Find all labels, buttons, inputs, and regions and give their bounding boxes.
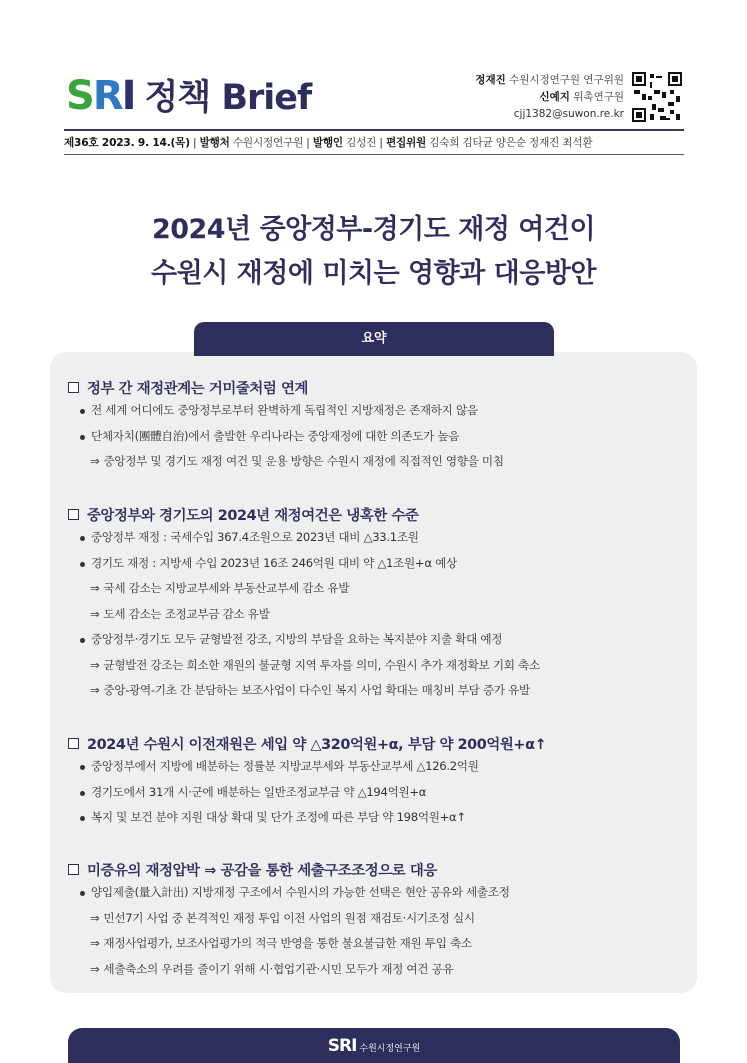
list-item: 복지 및 보건 분야 지원 대상 확대 및 단가 조정에 따른 부담 약 198억원+α↑ xyxy=(68,805,546,831)
summary-section-1 xyxy=(68,376,504,475)
qr-code-icon[interactable] xyxy=(632,72,682,122)
list-item: ⇒ 도세 감소는 조정교부금 감소 유발 xyxy=(90,606,270,621)
publication-line: 제36호 2023. 9. 14.(목) | 발행처 수원시정연구원 | 발행인 김성진 | 편집위원 김숙희 김타균 양은순 정재진 최석환 xyxy=(64,137,593,149)
section-heading: 미증유의 재정압박 ⇒ 공감을 통한 세출구조조정으로 대응 xyxy=(68,858,510,880)
section-heading: 정부 간 재정관계는 거미줄처럼 연계 xyxy=(68,376,504,398)
issuer-label: 발행인 xyxy=(312,137,343,149)
summary-section-3 xyxy=(68,732,546,831)
list-item: ⇒ 민선7기 사업 중 본격적인 재정 투입 이전 사업의 원점 재검토·시기조정 실시 xyxy=(90,910,475,925)
issue-info: 제36호 2023. 9. 14.(목) xyxy=(64,137,190,149)
arrow-icon: ⇒ xyxy=(90,961,100,976)
list-item: ⇒ 중앙정부 및 경기도 재정 여건 및 운용 방향은 수원시 재정에 직접적인 영향을 미침 xyxy=(90,454,504,468)
arrow-icon: ⇒ xyxy=(90,683,100,697)
editors-label: 편집위원 xyxy=(385,137,427,149)
list-item: 단체자치(團體自治)에서 출발한 우리나라는 중앙재정에 대한 의존도가 높음 xyxy=(68,424,504,450)
header-rule xyxy=(64,129,684,131)
author1-role: 수원시정연구원 연구위원 xyxy=(509,74,624,86)
header xyxy=(64,70,684,130)
list-item: 양입제출(量入計出) 지방재정 구조에서 수원시의 가능한 선택은 현안 공유와 세출조정 xyxy=(68,880,510,906)
section-heading: 중앙정부와 경기도의 2024년 재정여건은 냉혹한 수준 xyxy=(68,503,540,525)
arrow-icon: ⇒ xyxy=(90,936,100,950)
title-line-2: 수원시 재정에 미치는 영향과 대응방안 xyxy=(151,258,596,289)
arrow-icon: ⇒ xyxy=(90,657,100,672)
list-item: ⇒ 중앙-광역-기초 간 분담하는 보조사업이 다수인 복지 사업 확대는 매칭비 부담 증가 유발 xyxy=(90,683,530,697)
author-email[interactable]: cjj1382@suwon.re.kr xyxy=(513,108,624,120)
summary-section-4 xyxy=(68,858,510,982)
summary-section-2 xyxy=(68,503,540,704)
brief-title: 정책 Brief xyxy=(144,78,312,118)
arrow-icon: ⇒ xyxy=(90,606,100,621)
list-item: 중앙정부에서 지방에 배분하는 정률분 지방교부세와 부동산교부세 △126.2억원 xyxy=(68,754,546,780)
author-block xyxy=(475,72,624,123)
list-item: ⇒ 세출축소의 우려를 줄이기 위해 시·협업기관·시민 모두가 재정 여건 공유 xyxy=(90,961,454,976)
publisher: 수원시정연구원 xyxy=(232,137,304,149)
title-line-1: 2024년 중앙정부-경기도 재정 여건이 xyxy=(151,214,596,245)
checkbox-icon xyxy=(68,382,79,393)
author2-name: 신예지 xyxy=(539,91,570,103)
section-heading: 2024년 수원시 이전재원은 세입 약 △320억원+α, 부담 약 200억원+α↑ xyxy=(68,732,546,754)
list-item: 경기도에서 31개 시·군에 배분하는 일반조정교부금 약 △194억원+α xyxy=(68,780,546,806)
list-item: 경기도 재정 : 지방세 수입 2023년 16조 246억원 대비 약 △1조원+α 예상 xyxy=(68,551,540,577)
publication-rule xyxy=(64,154,684,155)
footer-org: 수원시정연구원 xyxy=(359,1044,421,1054)
list-item: 전 세계 어디에도 중앙정부로부터 완벽하게 독립적인 지방재정은 존재하지 않음 xyxy=(68,398,504,424)
brief-logo xyxy=(66,74,311,120)
list-item: ⇒ 균형발전 강조는 희소한 재원의 불균형 지역 투자를 의미, 수원시 추가 재정확보 기회 축소 xyxy=(90,657,540,672)
publisher-label: 발행처 xyxy=(199,137,230,149)
issuer: 김성진 xyxy=(346,137,377,149)
arrow-icon: ⇒ xyxy=(90,581,100,595)
page-title xyxy=(0,208,747,296)
list-item: 중앙정부 재정 : 국세수입 367.4조원으로 2023년 대비 △33.1조원 xyxy=(68,525,540,551)
checkbox-icon xyxy=(68,509,79,520)
checkbox-icon xyxy=(68,864,79,875)
checkbox-icon xyxy=(68,738,79,749)
arrow-icon: ⇒ xyxy=(90,910,100,925)
list-item: ⇒ 재정사업평가, 보조사업평가의 적극 반영을 통한 불요불급한 재원 투입 축소 xyxy=(90,936,472,950)
list-item: 중앙정부·경기도 모두 균형발전 강조, 지방의 부담을 요하는 복지분야 지출 확대 예정 xyxy=(68,627,540,653)
sri-logo-mark: SRI xyxy=(66,73,135,119)
footer-bar xyxy=(68,1028,680,1063)
arrow-icon: ⇒ xyxy=(90,454,100,468)
editors: 김숙희 김타균 양은순 정재진 최석환 xyxy=(429,137,593,149)
list-item: ⇒ 국세 감소는 지방교부세와 부동산교부세 감소 유발 xyxy=(90,581,350,595)
summary-tab: 요약 xyxy=(194,322,554,356)
footer-logo: SRI 수원시정연구원 xyxy=(327,1036,421,1056)
author1-name: 정재진 xyxy=(475,74,506,86)
author2-role: 위촉연구원 xyxy=(573,91,624,103)
